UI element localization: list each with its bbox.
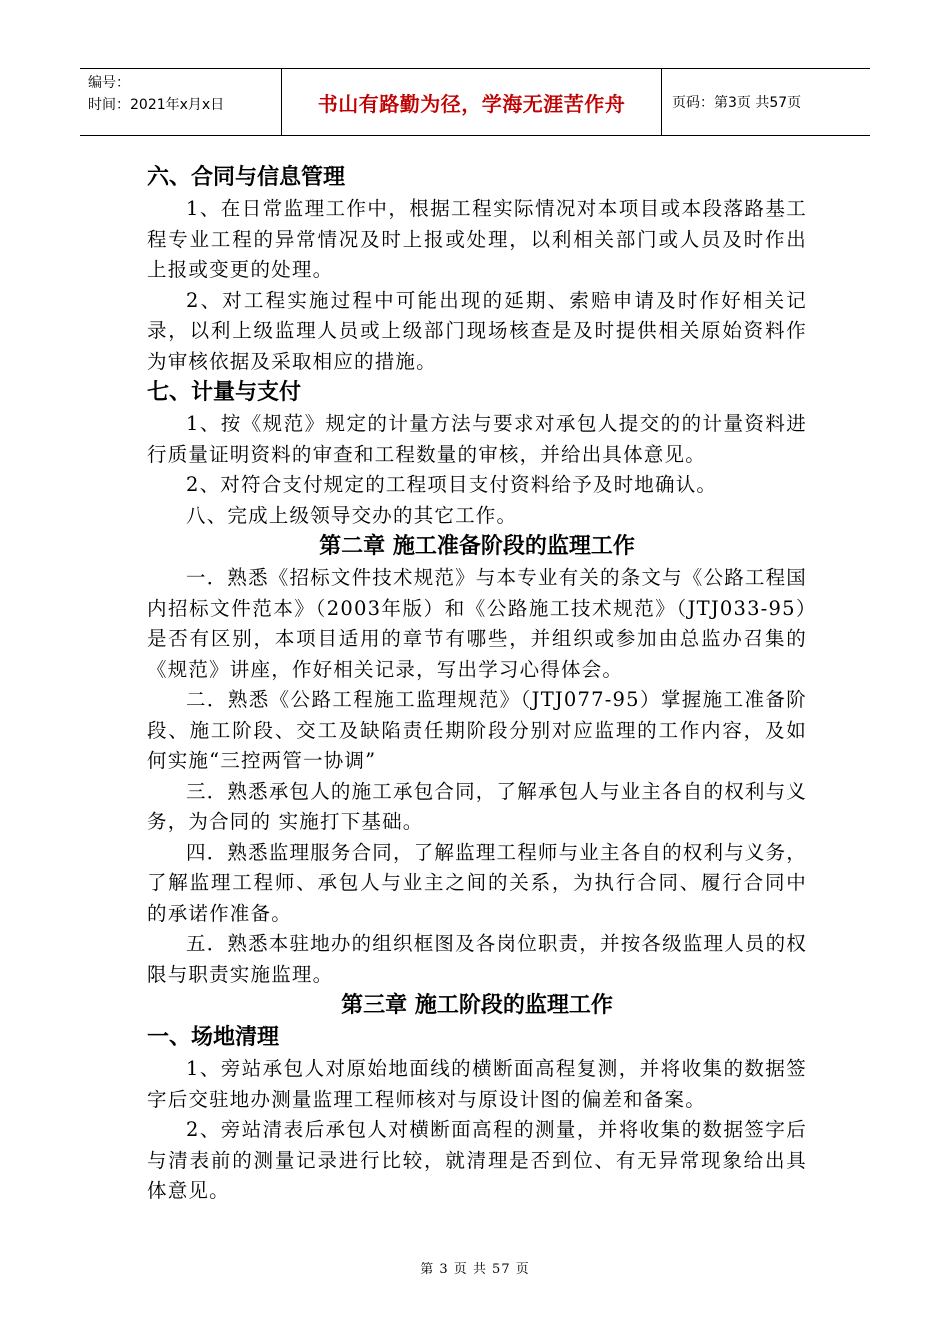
paragraph: 1、按《规范》规定的计量方法与要求对承包人提交的的计量资料进行质量证明资料的审查和工程数量的审核，并给出具体意见。 [147,412,807,466]
number-label: 编号： [88,75,130,91]
section-title: 六、合同与信息管理 [147,165,346,190]
paragraph: 三．熟悉承包人的施工承包合同，了解承包人与业主各自的权利与义务，为合同的 实施打下基础。 [147,779,808,833]
time-label: 时间：2021年x月x日 [88,97,225,113]
paragraph: 一．熟悉《招标文件技术规范》与本专业有关的条文与《公路工程国内招标文件范本》（2003年版）和《公路施工技术规范》（JTJ033-95）是否有区别，本项目适用的章节有哪些，并组织或参加由总监办召集的《规范》讲座，作好相关记录，写出学习心得体会。 [147,566,808,681]
section-title: 一、场地清理 [147,1025,280,1050]
paragraph: 四．熟悉监理服务合同，了解监理工程师与业主各自的权利与义务，了解监理工程师、承包人与业主之间的关系，为执行合同、履行合同中的承诺作准备。 [147,840,808,925]
chapter-title: 第二章 施工准备阶段的监理工作 [319,534,635,559]
paragraph: 二．熟悉《公路工程施工监理规范》（JTJ077-95）掌握施工准备阶段、施工阶段、交工及缺陷责任期阶段分别对应监理的工作内容，及如何实施“三控两管一协调” [147,688,807,772]
chapter-title: 第三章 施工阶段的监理工作 [341,993,613,1018]
header-meta [80,69,282,135]
header-motto: 书山有路勤为径，学海无涯苦作舟 [282,69,662,135]
paragraph: 1、在日常监理工作中，根据工程实际情况对本项目或本段落路基工程专业工程的异常情况及时上报或处理，以利相关部门或人员及时作出上报或变更的处理。 [147,197,807,281]
document-body [147,162,807,1207]
page-header [80,68,870,136]
paragraph: 2、对工程实施过程中可能出现的延期、索赔申请及时作好相关记录，以利上级监理人员或上级部门现场核查是及时提供相关原始资料作为审核依据及采取相应的措施。 [147,288,807,373]
paragraph: 八、完成上级领导交办的其它工作。 [186,503,518,527]
header-page-info: 页码：第3页 共57页 [672,95,802,111]
paragraph: 五．熟悉本驻地办的组织框图及各岗位职责，并按各级监理人员的权限与职责实施监理。 [147,932,808,986]
section-title: 七、计量与支付 [147,380,302,405]
paragraph: 1、旁站承包人对原始地面线的横断面高程复测，并将收集的数据签字后交驻地办测量监理工程师核对与原设计图的偏差和备案。 [147,1057,807,1111]
paragraph: 2、旁站清表后承包人对横断面高程的测量，并将收集的数据签字后与清表前的测量记录进行比较，就清理是否到位、有无异常现象给出具体意见。 [147,1118,807,1202]
paragraph: 2、对符合支付规定的工程项目支付资料给予及时地确认。 [186,473,718,496]
page-footer: 第 3 页 共 57 页 [420,1262,530,1277]
